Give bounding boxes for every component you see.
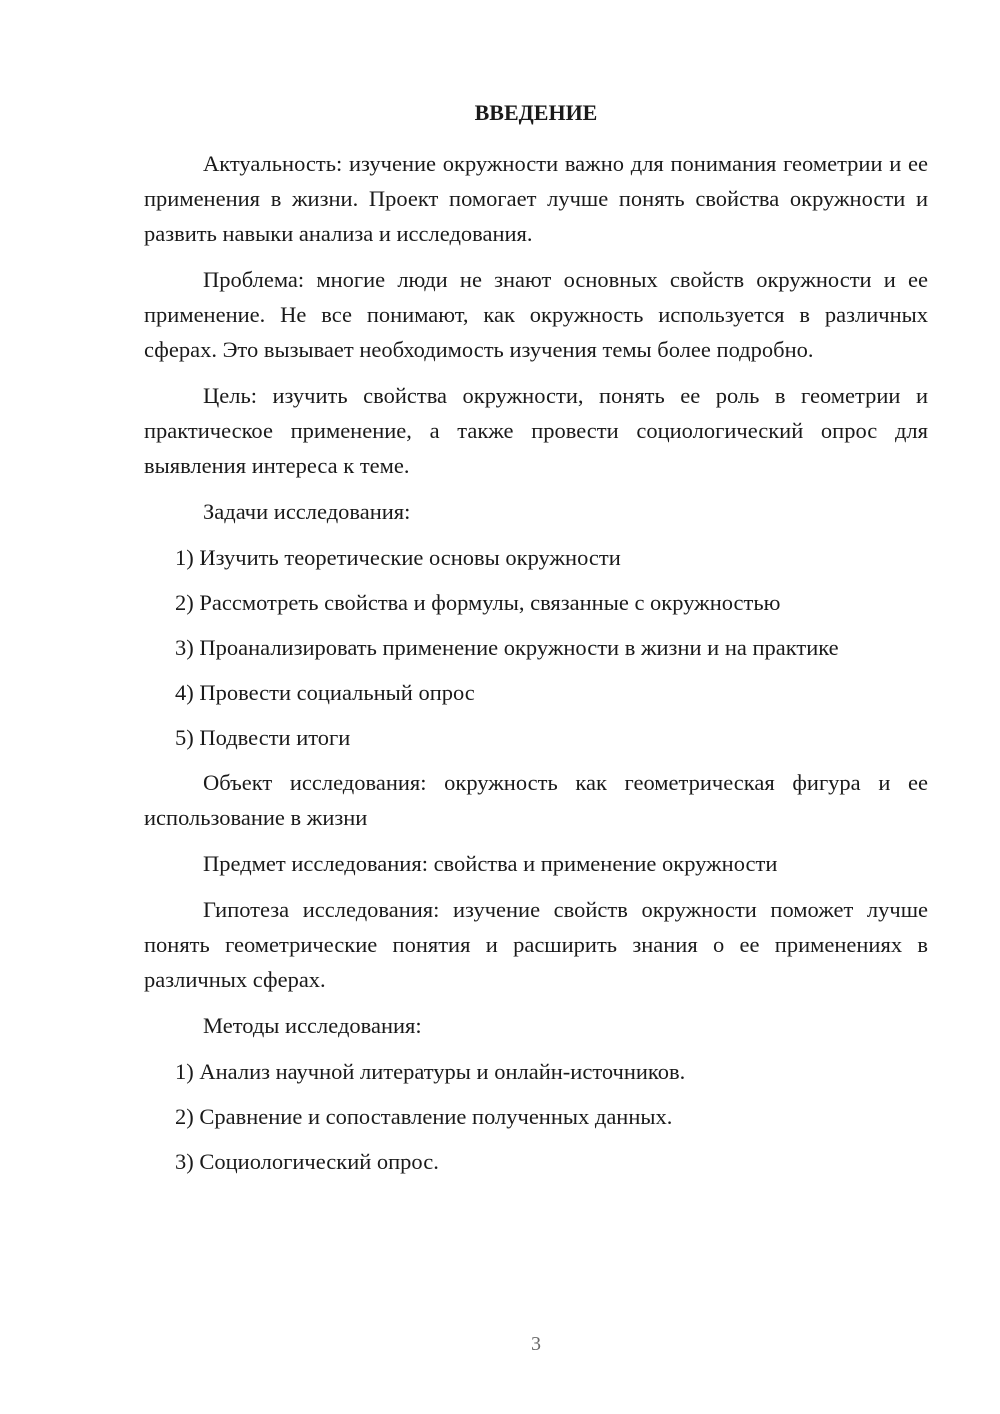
methods-list bbox=[144, 1054, 928, 1179]
methods-heading: Методы исследования: bbox=[203, 1013, 422, 1038]
list-item: 2) Рассмотреть свойства и формулы, связанные с окружностью bbox=[175, 590, 781, 615]
tasks-list bbox=[144, 540, 928, 755]
section-title: ВВЕДЕНИЕ bbox=[474, 100, 598, 125]
list-item: 3) Социологический опрос. bbox=[175, 1149, 439, 1174]
subject-paragraph: Предмет исследования: свойства и применение окружности bbox=[203, 851, 778, 876]
relevance-paragraph: Актуальность: изучение окружности важно для понимания геометрии и ее применения в жизни. Проект помогает лучше понять свойства окружности и развить навыки анализа и исследования. bbox=[144, 151, 928, 246]
object-paragraph: Объект исследования: окружность как геометрическая фигура и ее использование в жизни bbox=[144, 770, 928, 830]
document-page bbox=[144, 95, 928, 1189]
hypothesis-paragraph: Гипотеза исследования: изучение свойств окружности поможет лучше понять геометрические понятия и расширить знания о ее применениях в различных сферах. bbox=[144, 897, 928, 992]
problem-paragraph: Проблема: многие люди не знают основных свойств окружности и ее применение. Не все понимают, как окружность используется в различных сферах. Это вызывает необходимость изучения темы более подробно. bbox=[144, 267, 928, 362]
list-item: 2) Сравнение и сопоставление полученных данных. bbox=[175, 1104, 673, 1129]
tasks-heading: Задачи исследования: bbox=[203, 499, 411, 524]
list-item: 1) Изучить теоретические основы окружности bbox=[175, 545, 621, 570]
list-item: 1) Анализ научной литературы и онлайн-источников. bbox=[175, 1059, 686, 1084]
list-item: 4) Провести социальный опрос bbox=[175, 680, 475, 705]
page-number: 3 bbox=[531, 1333, 541, 1355]
list-item: 3) Проанализировать применение окружности в жизни и на практике bbox=[175, 635, 839, 660]
list-item: 5) Подвести итоги bbox=[175, 725, 351, 750]
goal-paragraph: Цель: изучить свойства окружности, понять ее роль в геометрии и практическое применение, а также провести социологический опрос для выявления интереса к теме. bbox=[144, 383, 928, 478]
